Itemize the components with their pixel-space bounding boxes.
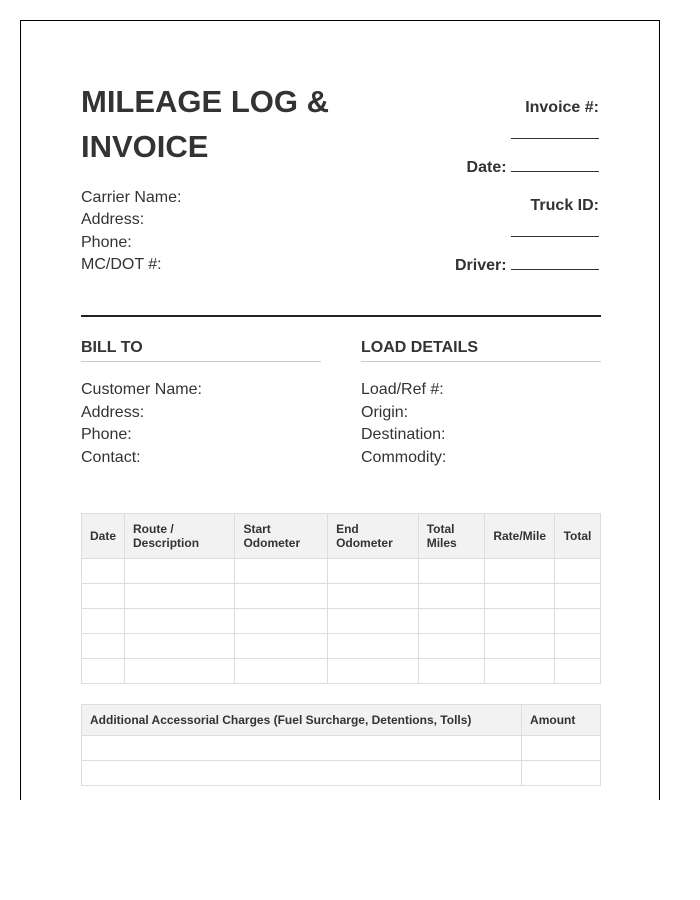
charges-body [82,736,601,786]
col-end-odometer: End Odometer [328,514,419,559]
col-route: Route / Description [125,514,235,559]
table-cell[interactable] [125,659,235,684]
table-cell[interactable] [328,634,419,659]
mileage-body [82,559,601,684]
table-cell[interactable] [418,559,485,584]
header-divider [81,315,601,317]
col-start-odometer: Start Odometer [235,514,328,559]
customer-phone-label: Phone: [81,426,132,443]
table-row [82,634,601,659]
carrier-name-label: Carrier Name: [81,189,182,206]
bill-to-section [81,339,321,469]
table-cell[interactable] [522,736,601,761]
table-cell[interactable] [555,584,601,609]
invoice-meta [399,97,599,277]
load-details-section [361,339,601,469]
col-total: Total [555,514,601,559]
table-cell[interactable] [485,659,555,684]
carrier-phone-label: Phone: [81,233,132,251]
table-cell[interactable] [82,634,125,659]
date-label: Date: [466,159,507,176]
driver-field [399,255,599,277]
document-title: MILEAGE LOG & INVOICE [81,84,329,164]
table-cell[interactable] [235,634,328,659]
driver-label: Driver: [454,257,507,274]
table-cell[interactable] [328,609,419,634]
mileage-header-row [82,514,601,559]
table-cell[interactable] [82,736,522,761]
customer-contact-label: Contact: [81,448,141,466]
charges-table [81,704,601,786]
table-cell[interactable] [485,609,555,634]
carrier-info [81,187,181,276]
table-cell[interactable] [235,559,328,584]
mileage-table [81,513,601,684]
table-row [82,736,601,761]
invoice-page [20,20,660,800]
table-cell[interactable] [418,584,485,609]
table-row [82,559,601,584]
col-rate-mile: Rate/Mile [485,514,555,559]
table-row [82,659,601,684]
table-cell[interactable] [82,559,125,584]
carrier-address-label: Address: [81,211,145,229]
table-cell[interactable] [125,609,235,634]
date-field [399,157,599,179]
origin-label: Origin: [361,403,409,421]
table-cell[interactable] [485,634,555,659]
commodity-label: Commodity: [361,448,447,466]
table-cell[interactable] [328,659,419,684]
table-cell[interactable] [82,659,125,684]
table-cell[interactable] [418,659,485,684]
table-cell[interactable] [522,761,601,786]
table-cell[interactable] [235,609,328,634]
table-cell[interactable] [418,634,485,659]
table-cell[interactable] [235,584,328,609]
table-cell[interactable] [328,559,419,584]
table-cell[interactable] [82,609,125,634]
table-cell[interactable] [82,761,522,786]
table-cell[interactable] [235,659,328,684]
col-amount: Amount [522,705,601,736]
table-cell[interactable] [555,634,601,659]
load-ref-label: Load/Ref #: [361,381,444,398]
col-total-miles: Total Miles [418,514,485,559]
truck-id-label: Truck ID: [530,197,599,214]
charges-header-row [82,705,601,736]
table-cell[interactable] [485,559,555,584]
table-cell[interactable] [82,584,125,609]
table-cell[interactable] [555,659,601,684]
col-date: Date [82,514,125,559]
destination-label: Destination: [361,426,446,443]
table-cell[interactable] [125,584,235,609]
invoice-number-blank[interactable] [511,137,599,139]
table-cell[interactable] [125,634,235,659]
invoice-number-label: Invoice #: [525,99,599,116]
table-cell[interactable] [418,609,485,634]
truck-id-blank[interactable] [511,235,599,237]
table-row [82,761,601,786]
load-details-heading: LOAD DETAILS [361,339,601,362]
col-accessorial-charges: Additional Accessorial Charges (Fuel Surcharge, Detentions, Tolls) [82,705,522,736]
driver-blank[interactable] [511,268,599,270]
customer-address-label: Address: [81,403,145,421]
table-cell[interactable] [328,584,419,609]
table-row [82,584,601,609]
date-blank[interactable] [511,170,599,172]
carrier-mcdot-label: MC/DOT #: [81,255,162,273]
table-cell[interactable] [125,559,235,584]
table-row [82,609,601,634]
table-cell[interactable] [485,584,555,609]
table-cell[interactable] [555,609,601,634]
bill-to-heading: BILL TO [81,339,321,362]
table-cell[interactable] [555,559,601,584]
customer-name-label: Customer Name: [81,381,202,398]
